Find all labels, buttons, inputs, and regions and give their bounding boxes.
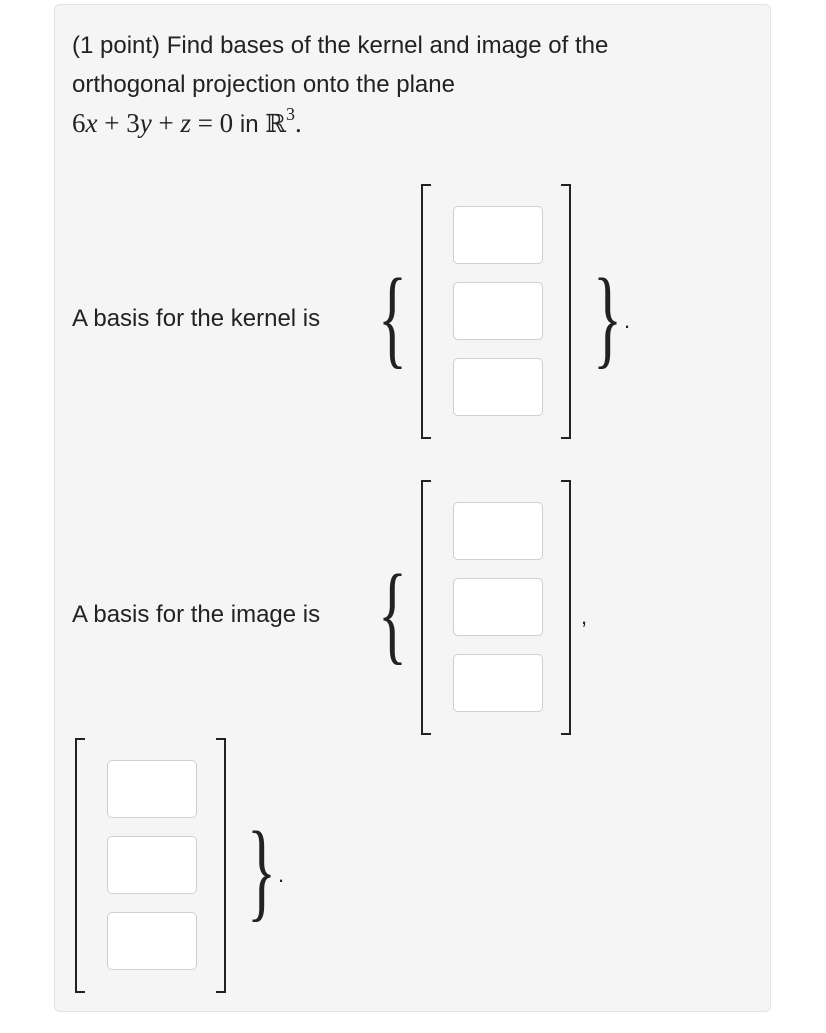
image-label: A basis for the image is — [72, 601, 321, 628]
eq-coef-6: 6 — [72, 108, 86, 138]
eq-period: . — [294, 108, 302, 138]
kernel-open-brace: { — [378, 256, 408, 378]
kernel-end-period: . — [624, 308, 631, 333]
kernel-close-brace: } — [593, 256, 623, 378]
eq-equals-zero: = 0 — [190, 108, 234, 138]
image-vector1-entry-1[interactable] — [453, 502, 543, 560]
image-vector2-right-bracket — [216, 738, 226, 993]
problem-line-2: orthogonal projection onto the plane — [72, 71, 455, 98]
image-vector2-entry-2[interactable] — [107, 836, 197, 894]
kernel-vector-entry-2[interactable] — [453, 282, 543, 340]
eq-var-z: z — [180, 108, 191, 138]
kernel-vector-left-bracket — [421, 184, 431, 439]
eq-plus-3: + 3 — [97, 108, 140, 138]
image-vector1-left-bracket — [421, 480, 431, 735]
eq-in-word: in — [233, 111, 266, 138]
eq-var-y: y — [139, 108, 152, 138]
real-space-exponent: 3 — [285, 104, 295, 124]
image-open-brace: { — [378, 552, 408, 674]
real-space-symbol: ℝ — [265, 109, 286, 138]
image-vector1-entry-3[interactable] — [453, 654, 543, 712]
image-vector1-right-bracket — [561, 480, 571, 735]
problem-line-1: (1 point) Find bases of the kernel and image of the — [72, 32, 609, 59]
eq-var-x: x — [85, 108, 98, 138]
image-vector2-entry-3[interactable] — [107, 912, 197, 970]
plane-equation — [72, 104, 762, 146]
image-end-period: . — [278, 862, 285, 887]
problem-statement — [72, 26, 762, 146]
image-close-brace: } — [247, 809, 277, 931]
eq-plus: + — [151, 108, 181, 138]
image-vector-separator: , — [581, 604, 588, 629]
kernel-vector-right-bracket — [561, 184, 571, 439]
kernel-label: A basis for the kernel is — [72, 305, 321, 332]
kernel-vector-entry-3[interactable] — [453, 358, 543, 416]
image-vector2-left-bracket — [75, 738, 85, 993]
image-vector1-entry-2[interactable] — [453, 578, 543, 636]
kernel-vector-entry-1[interactable] — [453, 206, 543, 264]
image-vector2-entry-1[interactable] — [107, 760, 197, 818]
